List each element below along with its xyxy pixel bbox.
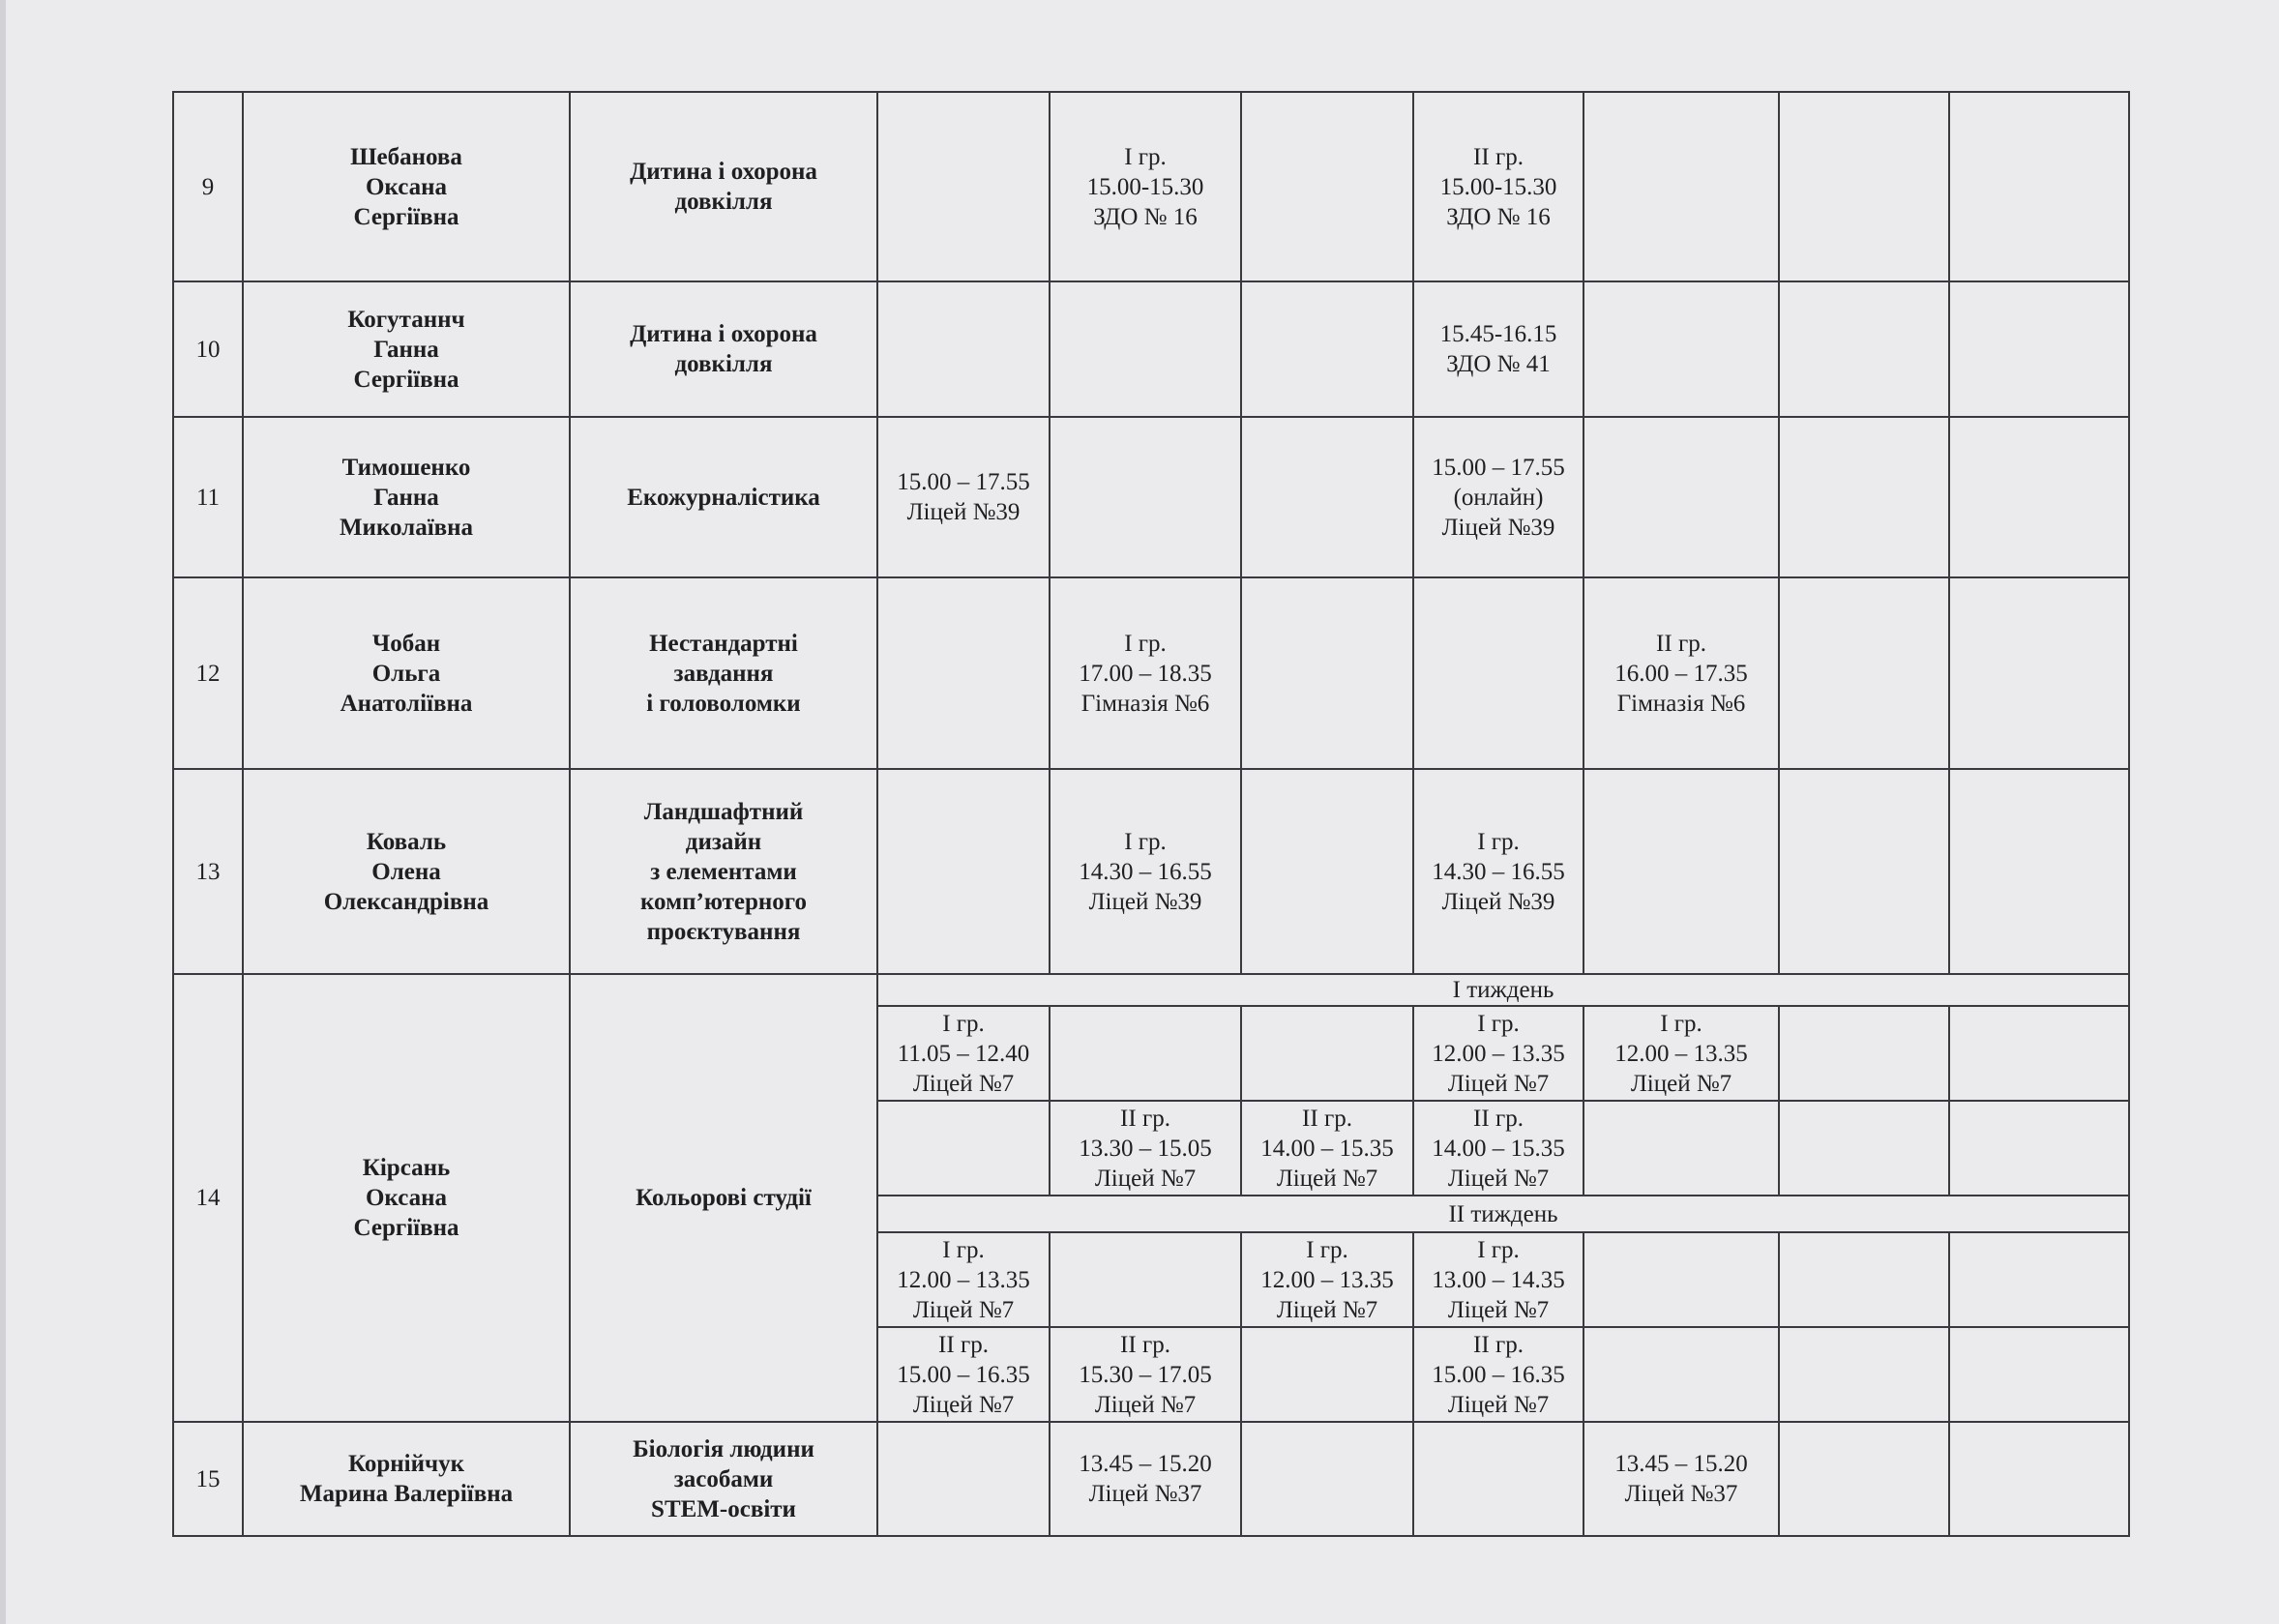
- time-slot-cell: [1241, 1422, 1413, 1536]
- cell-text-line: 12.00 – 13.35: [897, 1266, 1030, 1293]
- row-number: 11: [173, 417, 243, 577]
- cell-text-line: Ліцей №39: [906, 499, 1021, 525]
- cell-text-line: ЗДО № 16: [1093, 203, 1198, 230]
- cell-text-line: І гр.: [1477, 1236, 1520, 1263]
- cell-text-line: Ліцей №37: [1624, 1481, 1738, 1507]
- time-slot-cell: [1050, 1327, 1241, 1422]
- time-slot-cell: [1241, 281, 1413, 417]
- course-name: [570, 92, 877, 281]
- time-slot-cell: [1050, 1101, 1241, 1196]
- cell-text-line: засобами: [673, 1465, 774, 1492]
- time-slot-cell: [1949, 1101, 2129, 1196]
- cell-text-line: проєктування: [646, 918, 801, 945]
- row-number: 10: [173, 281, 243, 417]
- table-row: [173, 92, 2129, 281]
- cell-text-line: завдання: [673, 660, 774, 687]
- cell-text-line: ІІ гр.: [1302, 1105, 1352, 1132]
- cell-text-line: ІІ гр.: [1120, 1105, 1170, 1132]
- time-slot-cell: [1241, 1101, 1413, 1196]
- cell-text-line: Ольга: [371, 660, 441, 687]
- cell-text-line: довкілля: [674, 189, 773, 215]
- teacher-name: [243, 1422, 570, 1536]
- time-slot-cell: [1050, 281, 1241, 417]
- course-name: [570, 417, 877, 577]
- cell-text-line: Ліцей №39: [1088, 888, 1202, 915]
- course-name: [570, 1422, 877, 1536]
- time-slot-cell: [1241, 417, 1413, 577]
- cell-text-line: 15.45-16.15: [1439, 321, 1557, 347]
- time-slot-cell: [1413, 1101, 1583, 1196]
- cell-text-line: Ліцей №7: [1447, 1391, 1550, 1418]
- cell-text-line: ІІ гр.: [938, 1331, 989, 1358]
- time-slot-cell: [1241, 769, 1413, 974]
- time-slot-cell: [1949, 577, 2129, 769]
- time-slot-cell: [877, 1232, 1050, 1327]
- time-slot-cell: [1779, 281, 1949, 417]
- time-slot-cell: [1413, 1422, 1583, 1536]
- cell-text-line: І гр.: [1124, 630, 1167, 657]
- cell-text-line: І гр.: [942, 1010, 985, 1037]
- cell-text-line: І гр.: [1306, 1236, 1348, 1263]
- schedule-body: [173, 92, 2129, 1536]
- time-slot-cell: [877, 281, 1050, 417]
- cell-text-line: Ганна: [373, 336, 439, 363]
- teacher-name: [243, 417, 570, 577]
- cell-text-line: 15.00 – 16.35: [897, 1361, 1030, 1388]
- time-slot-cell: [1413, 92, 1583, 281]
- time-slot-cell: [1413, 417, 1583, 577]
- week-header: І тиждень: [877, 974, 2129, 1006]
- cell-text-line: І гр.: [1124, 143, 1167, 170]
- time-slot-cell: [1050, 1422, 1241, 1536]
- cell-text-line: 16.00 – 17.35: [1614, 660, 1748, 687]
- cell-text-line: Чобан: [371, 630, 441, 657]
- cell-text-line: 15.00 – 17.55: [897, 469, 1030, 495]
- cell-text-line: Біологія людини: [633, 1435, 814, 1462]
- time-slot-cell: [877, 769, 1050, 974]
- time-slot-cell: [1241, 1006, 1413, 1101]
- cell-text-line: Ліцей №7: [1447, 1165, 1550, 1192]
- cell-text-line: Ліцей №7: [1094, 1391, 1197, 1418]
- cell-text-line: Ліцей №7: [1630, 1070, 1732, 1097]
- time-slot-cell: [1241, 1232, 1413, 1327]
- cell-text-line: Сергіївна: [353, 1215, 459, 1241]
- course-name: [570, 769, 877, 974]
- time-slot-cell: [1241, 92, 1413, 281]
- time-slot-cell: [1949, 1327, 2129, 1422]
- cell-text-line: 13.30 – 15.05: [1079, 1135, 1212, 1162]
- cell-text-line: Ліцей №7: [1447, 1296, 1550, 1323]
- time-slot-cell: [1050, 417, 1241, 577]
- cell-text-line: 15.00-15.30: [1086, 173, 1204, 200]
- time-slot-cell: [1949, 769, 2129, 974]
- cell-text-line: ІІ гр.: [1473, 1105, 1524, 1132]
- time-slot-cell: [1949, 417, 2129, 577]
- cell-text-line: Миколаївна: [339, 514, 474, 541]
- time-slot-cell: [1050, 92, 1241, 281]
- cell-text-line: І гр.: [942, 1236, 985, 1263]
- time-slot-cell: [877, 417, 1050, 577]
- cell-text-line: Олена: [371, 858, 441, 885]
- time-slot-cell: [1583, 92, 1779, 281]
- cell-text-line: Ліцей №7: [912, 1391, 1015, 1418]
- cell-text-line: 15.00 – 16.35: [1432, 1361, 1565, 1388]
- time-slot-cell: [1779, 769, 1949, 974]
- time-slot-cell: [1413, 1232, 1583, 1327]
- table-row: [173, 577, 2129, 769]
- cell-text-line: Ліцей №37: [1088, 1481, 1202, 1507]
- cell-text-line: Ландшафтний: [643, 798, 804, 825]
- row-number: 14: [173, 974, 243, 1422]
- cell-text-line: Ліцей №7: [1094, 1165, 1197, 1192]
- cell-text-line: 17.00 – 18.35: [1079, 660, 1212, 687]
- cell-text-line: 14.30 – 16.55: [1079, 858, 1212, 885]
- cell-text-line: ІІ гр.: [1473, 1331, 1524, 1358]
- cell-text-line: І гр.: [1477, 828, 1520, 855]
- time-slot-cell: [1949, 92, 2129, 281]
- cell-text-line: Екожурналістика: [627, 484, 820, 511]
- cell-text-line: 13.45 – 15.20: [1079, 1451, 1212, 1477]
- cell-text-line: 14.00 – 15.35: [1432, 1135, 1565, 1162]
- cell-text-line: ЗДО № 41: [1446, 351, 1551, 377]
- cell-text-line: І гр.: [1660, 1010, 1702, 1037]
- cell-text-line: 12.00 – 13.35: [1614, 1040, 1748, 1067]
- cell-text-line: І гр.: [1124, 828, 1167, 855]
- time-slot-cell: [1779, 1006, 1949, 1101]
- cell-text-line: 13.00 – 14.35: [1432, 1266, 1565, 1293]
- time-slot-cell: [1779, 417, 1949, 577]
- time-slot-cell: [1413, 769, 1583, 974]
- cell-text-line: 12.00 – 13.35: [1260, 1266, 1394, 1293]
- time-slot-cell: [1413, 577, 1583, 769]
- time-slot-cell: [877, 92, 1050, 281]
- cell-text-line: Коваль: [366, 828, 447, 855]
- cell-text-line: Кірсань: [362, 1155, 451, 1181]
- time-slot-cell: [1779, 1232, 1949, 1327]
- time-slot-cell: [877, 1422, 1050, 1536]
- time-slot-cell: [1779, 1101, 1949, 1196]
- row-number: 12: [173, 577, 243, 769]
- cell-text-line: Ліцей №7: [1276, 1165, 1378, 1192]
- course-name: [570, 281, 877, 417]
- time-slot-cell: [1779, 577, 1949, 769]
- time-slot-cell: [1949, 1006, 2129, 1101]
- schedule-sheet: [172, 91, 2128, 1537]
- cell-text-line: Когутаннч: [347, 306, 465, 333]
- cell-text-line: 13.45 – 15.20: [1614, 1451, 1748, 1477]
- table-row: [173, 974, 2129, 1006]
- row-number: 13: [173, 769, 243, 974]
- table-row: [173, 1422, 2129, 1536]
- time-slot-cell: [1413, 281, 1583, 417]
- time-slot-cell: [1583, 1006, 1779, 1101]
- course-name: [570, 577, 877, 769]
- time-slot-cell: [1050, 1006, 1241, 1101]
- cell-text-line: 15.30 – 17.05: [1079, 1361, 1212, 1388]
- cell-text-line: STEM-освіти: [651, 1495, 796, 1522]
- schedule-table: [172, 91, 2130, 1537]
- time-slot-cell: [1241, 577, 1413, 769]
- cell-text-line: Тимошенко: [341, 454, 471, 481]
- cell-text-line: Ліцей №39: [1441, 888, 1555, 915]
- time-slot-cell: [1583, 1101, 1779, 1196]
- cell-text-line: Корнійчук: [347, 1451, 465, 1477]
- time-slot-cell: [877, 1006, 1050, 1101]
- row-number: 9: [173, 92, 243, 281]
- cell-text-line: (онлайн): [1453, 484, 1544, 511]
- cell-text-line: Ганна: [373, 484, 439, 511]
- time-slot-cell: [1413, 1006, 1583, 1101]
- cell-text-line: 14.30 – 16.55: [1432, 858, 1565, 885]
- cell-text-line: Дитина і охорона: [630, 159, 817, 185]
- cell-text-line: Гімназія №6: [1080, 690, 1210, 717]
- cell-text-line: довкілля: [674, 351, 773, 377]
- cell-text-line: Дитина і охорона: [630, 321, 817, 347]
- cell-text-line: з елементами: [650, 858, 797, 885]
- teacher-name: [243, 577, 570, 769]
- cell-text-line: ІІ гр.: [1656, 630, 1706, 657]
- cell-text-line: Кольорові студії: [636, 1185, 812, 1211]
- table-row: [173, 417, 2129, 577]
- cell-text-line: І гр.: [1477, 1010, 1520, 1037]
- time-slot-cell: [1583, 417, 1779, 577]
- cell-text-line: Сергіївна: [353, 203, 459, 230]
- cell-text-line: Ліцей №7: [912, 1296, 1015, 1323]
- cell-text-line: Оксана: [365, 1185, 448, 1211]
- cell-text-line: ЗДО № 16: [1446, 203, 1551, 230]
- cell-text-line: ІІ гр.: [1120, 1331, 1170, 1358]
- cell-text-line: Гімназія №6: [1616, 690, 1746, 717]
- time-slot-cell: [1413, 1327, 1583, 1422]
- time-slot-cell: [877, 1327, 1050, 1422]
- cell-text-line: Нестандартні: [649, 630, 798, 657]
- time-slot-cell: [877, 1101, 1050, 1196]
- teacher-name: [243, 974, 570, 1422]
- cell-text-line: дизайн: [685, 828, 762, 855]
- week-header: ІІ тиждень: [877, 1196, 2129, 1232]
- time-slot-cell: [1583, 281, 1779, 417]
- time-slot-cell: [1949, 1232, 2129, 1327]
- time-slot-cell: [1779, 1327, 1949, 1422]
- time-slot-cell: [877, 577, 1050, 769]
- time-slot-cell: [1583, 769, 1779, 974]
- time-slot-cell: [1583, 1232, 1779, 1327]
- cell-text-line: Олександрівна: [323, 888, 489, 915]
- cell-text-line: 15.00 – 17.55: [1432, 454, 1565, 481]
- cell-text-line: ІІ гр.: [1473, 143, 1524, 170]
- cell-text-line: Ліцей №7: [912, 1070, 1015, 1097]
- time-slot-cell: [1050, 1232, 1241, 1327]
- time-slot-cell: [1583, 1327, 1779, 1422]
- cell-text-line: і головоломки: [646, 690, 801, 717]
- cell-text-line: Шебанова: [350, 143, 462, 170]
- cell-text-line: Ліцей №39: [1441, 514, 1555, 541]
- cell-text-line: Марина Валеріївна: [299, 1481, 514, 1507]
- time-slot-cell: [1949, 281, 2129, 417]
- cell-text-line: комп’ютерного: [639, 888, 808, 915]
- cell-text-line: 14.00 – 15.35: [1260, 1135, 1394, 1162]
- cell-text-line: Сергіївна: [353, 366, 459, 393]
- time-slot-cell: [1949, 1422, 2129, 1536]
- course-name: [570, 974, 877, 1422]
- cell-text-line: Ліцей №7: [1447, 1070, 1550, 1097]
- time-slot-cell: [1583, 577, 1779, 769]
- cell-text-line: Ліцей №7: [1276, 1296, 1378, 1323]
- time-slot-cell: [1779, 1422, 1949, 1536]
- time-slot-cell: [1050, 769, 1241, 974]
- teacher-name: [243, 281, 570, 417]
- cell-text-line: 15.00-15.30: [1439, 173, 1557, 200]
- teacher-name: [243, 769, 570, 974]
- cell-text-line: Анатоліївна: [340, 690, 473, 717]
- cell-text-line: 11.05 – 12.40: [897, 1040, 1030, 1067]
- scan-edge: [0, 0, 6, 1624]
- table-row: [173, 281, 2129, 417]
- time-slot-cell: [1583, 1422, 1779, 1536]
- time-slot-cell: [1050, 577, 1241, 769]
- teacher-name: [243, 92, 570, 281]
- cell-text-line: 12.00 – 13.35: [1432, 1040, 1565, 1067]
- time-slot-cell: [1779, 92, 1949, 281]
- time-slot-cell: [1241, 1327, 1413, 1422]
- row-number: 15: [173, 1422, 243, 1536]
- cell-text-line: Оксана: [365, 173, 448, 200]
- table-row: [173, 769, 2129, 974]
